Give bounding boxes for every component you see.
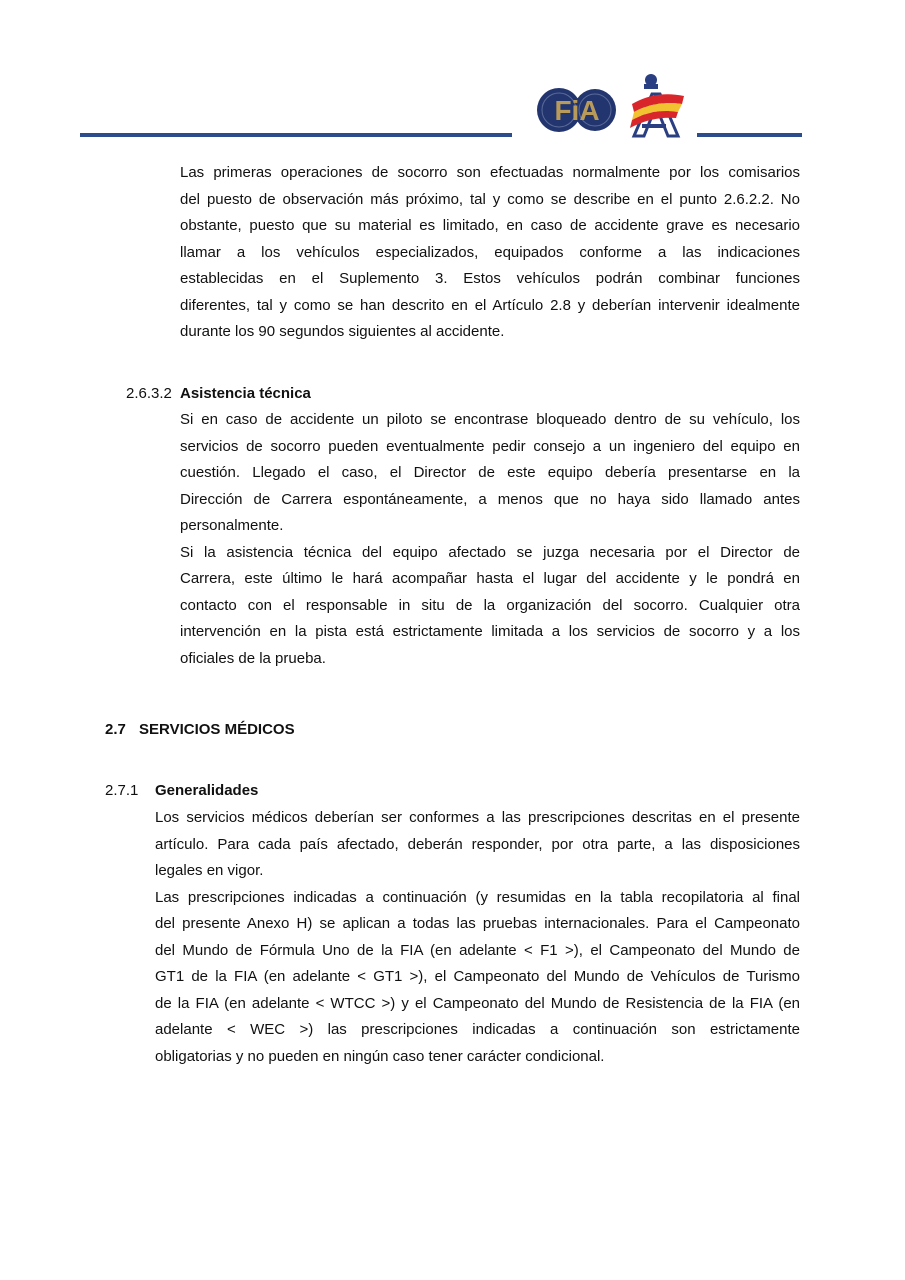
svg-text:FiA: FiA	[554, 95, 600, 126]
section-title-asistencia-tecnica: Asistencia técnica	[180, 385, 311, 402]
text-line: obstante, puesto que su material es limitado, en caso de accidente grave es necesario	[180, 217, 800, 234]
text-line: artículo. Para cada país afectado, deberán responder, por otra parte, a las disposiciones	[155, 835, 800, 853]
text-line: oficiales de la prueba.	[180, 649, 326, 667]
header-rule-right	[697, 133, 802, 137]
text-line: Las primeras operaciones de socorro son efectuadas normalmente por los comisarios	[180, 164, 800, 181]
text-line: durante los 90 segundos siguientes al accidente.	[180, 323, 505, 340]
text-line: Carrera, este último le hará acompañar hasta el lugar del accidente y le pondrá en	[180, 570, 800, 587]
header-rule-left	[80, 133, 512, 137]
section-title-generalidades: Generalidades	[155, 782, 259, 799]
section-title-servicios-medicos: SERVICIOS MÉDICOS	[139, 721, 295, 738]
text-line: contacto con el responsable in situ de la organización del socorro. Cualquier otra	[180, 596, 800, 614]
text-line: intervención en la pista está estrictamente limitada a los servicios de socorro y a los	[180, 623, 800, 640]
text-line: cuestión. Llegado el caso, el Director de este equipo debería presentarse en la	[180, 464, 800, 481]
text-line: servicios de socorro pueden eventualmente pedir consejo a un ingeniero del equipo en	[180, 437, 800, 455]
text-line: Si en caso de accidente un piloto se encontrase bloqueado dentro de su vehículo, los	[180, 411, 800, 428]
text-line: legales en vigor.	[155, 862, 264, 879]
text-line: establecidas en el Suplemento 3. Estos vehículos podrán combinar funciones	[180, 270, 800, 287]
fia-logo	[537, 83, 617, 137]
text-line: personalmente.	[180, 517, 284, 534]
text-line: del presente Anexo H) se aplican a todas las pruebas internacionales. Para el Campeonato	[155, 915, 800, 932]
text-line: Los servicios médicos deberían ser conformes a las prescripciones descritas en el presente	[155, 809, 800, 826]
text-line: del Mundo de Fórmula Uno de la FIA (en adelante < F1 >), el Campeonato del Mundo de	[155, 941, 800, 959]
text-line: obligatorias y no pueden en ningún caso tener carácter condicional.	[155, 1047, 605, 1065]
text-line: diferentes, tal y como se han descrito en el Artículo 2.8 y deberían intervenir idealmente	[180, 296, 800, 314]
section-number-2-6-3-2: 2.6.3.2	[126, 385, 172, 402]
text-line: GT1 de la FIA (en adelante < GT1 >), el Campeonato del Mundo de Vehículos de Turismo	[155, 968, 800, 985]
text-line: llamar a los vehículos especializados, equipados conforme a las indicaciones	[180, 243, 800, 261]
text-line: del puesto de observación más próximo, tal y como se describe en el punto 2.6.2.2. No	[180, 190, 800, 208]
text-line: Dirección de Carrera espontáneamente, a menos que no haya sido llamado antes	[180, 490, 800, 508]
rfeda-logo	[626, 72, 688, 138]
section-number-2-7: 2.7	[105, 721, 126, 738]
section-number-2-7-1: 2.7.1	[105, 782, 139, 799]
text-line: Las prescripciones indicadas a continuación (y resumidas en la tabla recopilatoria al final	[155, 888, 800, 906]
text-line: de la FIA (en adelante < WTCC >) y el Campeonato del Mundo de Resistencia de la FIA (en	[155, 994, 800, 1012]
text-line: adelante < WEC >) las prescripciones indicadas a continuación son estrictamente	[155, 1021, 800, 1038]
text-line: Si la asistencia técnica del equipo afectado se juzga necesaria por el Director de	[180, 543, 800, 561]
